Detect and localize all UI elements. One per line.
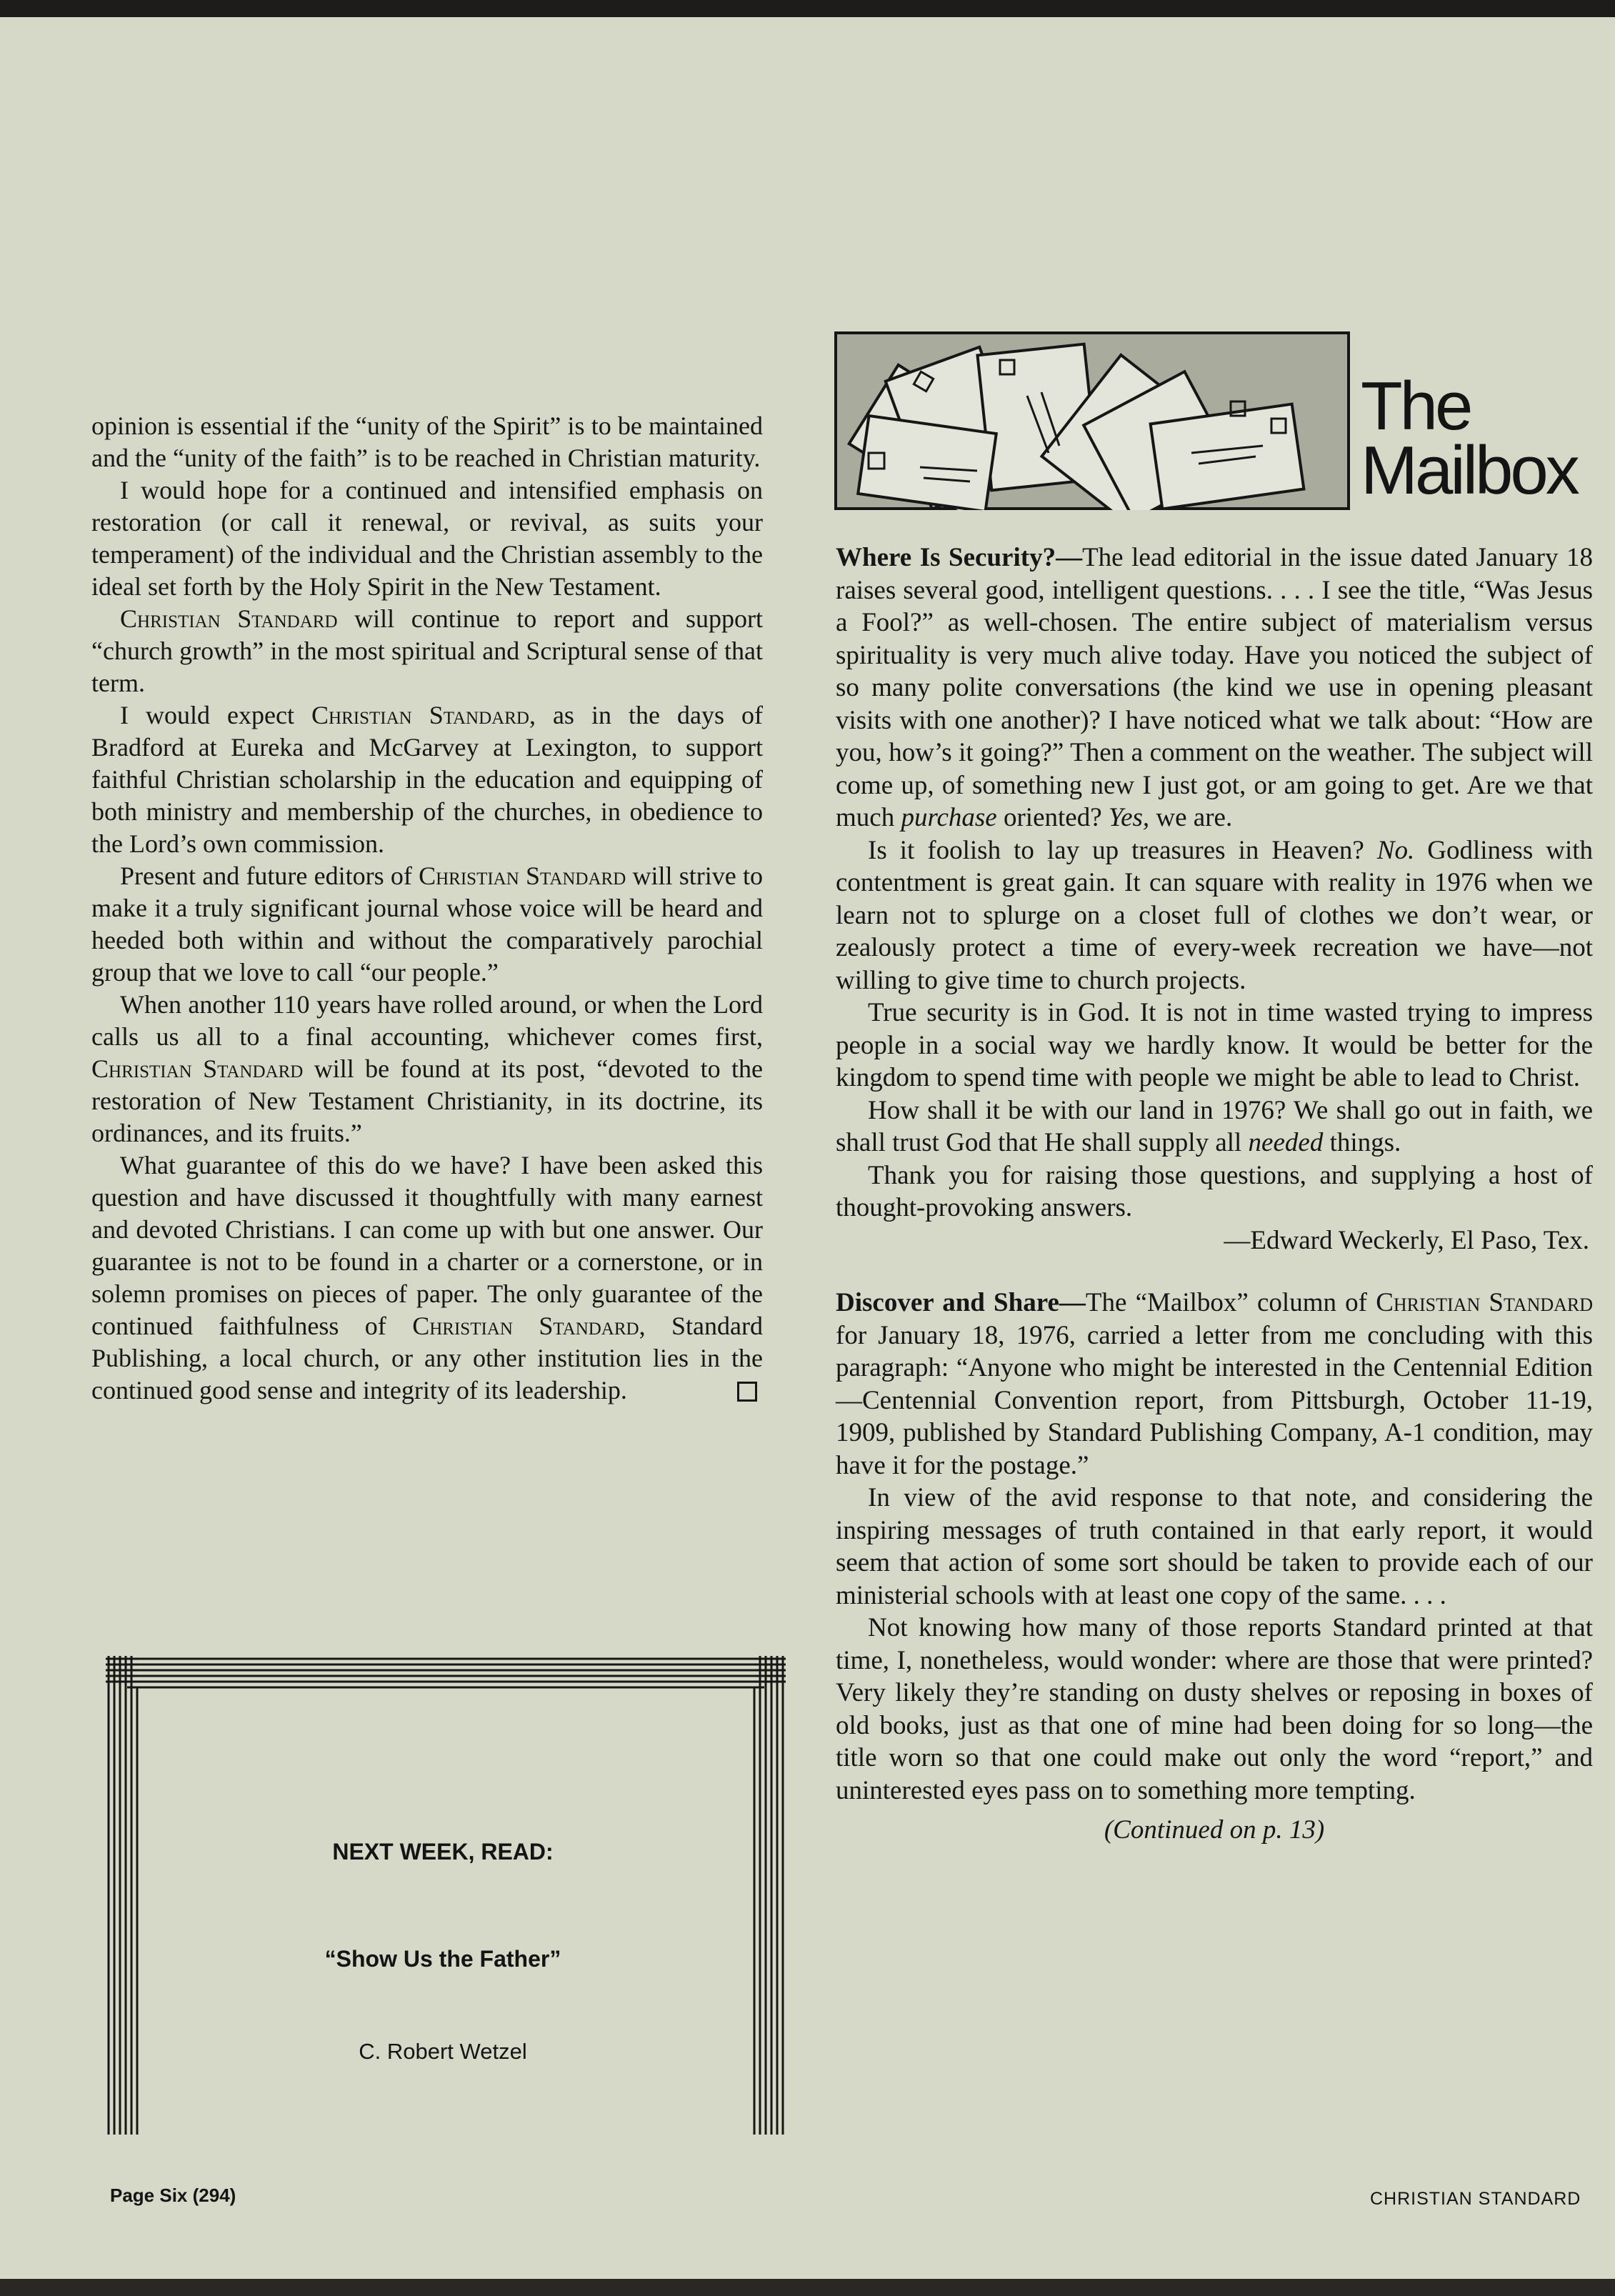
next-week-heading: NEXT WEEK, READ: <box>332 1839 554 1865</box>
letter-paragraph: In view of the avid response to that note, and considering the inspiring messages of truth contained in that early report, it would seem that action of some sort should be taken to provide each of our ministerial schools with at least one copy of the same. . . . <box>836 1483 1593 1610</box>
page-bottom-edge <box>0 2279 1615 2296</box>
next-week-title: “Show Us the Father” <box>324 1946 561 1972</box>
publication-name: CHRISTIAN STANDARD <box>1370 2189 1581 2209</box>
letter-paragraph: Is it foolish to lay up treasures in Heaven? No. Godliness with contentment is great gain. It can square with reality in 1976 when we learn not to splurge on a closet full of clothes we don’t wear, or zealously protect a time of every-week recreation we have—not willing to give time to church projects. <box>836 835 1594 995</box>
article-paragraph: I would hope for a continued and intensified emphasis on restoration (or call it renewal, or revival, as suits your temperament) of the individual and the Christian assembly to the ideal set forth by the Holy Spirit in the New Testament. <box>91 476 763 601</box>
letter-heading: Where Is Security?— <box>836 543 1083 572</box>
article-paragraph: When another 110 years have rolled around, or when the Lord calls us all to a final accounting, whichever comes first, Christian Standard will be found at its post, “devoted to the restoration of New Testament Christianity, in its doctrine, its ordinances, and its fruits.” <box>91 990 763 1147</box>
letter-paragraph: Not knowing how many of those reports Standard printed at that time, I, nonetheless, would wonder: where are those that were printed? Very likely they’re standing on dusty shelves or reposing in boxes of old books, just as that one of mine had been doing for so long—the title worn so that one could make out only the word “report,” and uninterested eyes pass on to something more tempting. <box>836 1613 1593 1805</box>
magazine-name: Christian Standard <box>91 1054 304 1083</box>
mailbox-column <box>836 541 1593 1847</box>
letter-signature: —Edward Weckerly, El Paso, Tex. <box>1224 1225 1589 1255</box>
left-column-article <box>91 410 763 1407</box>
next-week-author: C. Robert Wetzel <box>359 2039 527 2064</box>
letter-paragraph: How shall it be with our land in 1976? We shall go out in faith, we shall trust God that He shall supply all needed things. <box>836 1095 1593 1157</box>
envelopes-illustration <box>834 331 1350 510</box>
letter-paragraph: Where Is Security?—The lead editorial in the issue dated January 18 raises several good, intelligent questions. . . . I see the title, “Was Jesus a Fool?” as well-chosen. The entire subject of materialism versus spirituality is very much alive today. Have you noticed the subject of so many polite conversations (the kind we use in opening pleasant visits with one another)? I have noticed what we talk about: “How are you, how’s it going?” Then a comment on the weather. The subject will come up, of something new I just got, or am going to get. Are we that much purchase oriented? Yes, we are. <box>836 543 1593 832</box>
letter-paragraph: Thank you for raising those questions, and supplying a host of thought-provoking answers. <box>836 1160 1593 1222</box>
letter-paragraph: Discover and Share—The “Mailbox” column of Christian Standard for January 18, 1976, carried a letter from me concluding with this paragraph: “Anyone who might be interested in the Centennial Edition—Centennial Convention report, from Pittsburgh, October 11-19, 1909, published by Standard Publishing Company, A-1 condition, may have it for the postage.” <box>836 1288 1594 1480</box>
magazine-name: Christian Standard <box>311 701 529 729</box>
article-paragraph: I would expect Christian Standard, as in the days of Bradford at Eureka and McGarvey at Lexington, to support faithful Christian scholarship in the education and equipping of both ministry and membership of the churches, in obedience to the Lord’s own commission. <box>91 701 763 858</box>
magazine-name: Christian Standard <box>120 604 338 633</box>
letter-paragraph: True security is in God. It is not in time wasted trying to impress people in a social way we hardly know. It would be better for the kingdom to spend time with people we might be able to lead to Christ. <box>836 998 1593 1092</box>
page-number: Page Six (294) <box>110 2185 236 2206</box>
article-paragraph: Christian Standard will continue to report and support “church growth” in the most spiritual and Scriptural sense of that term. <box>91 604 764 697</box>
article-paragraph: Present and future editors of Christian Standard will strive to make it a truly significant journal whose voice will be heard and heeded both within and without the comparatively parochial group that we love to call “our people.” <box>91 862 763 987</box>
magazine-name: Christian Standard <box>419 862 626 890</box>
continued-note: (Continued on p. 13) <box>1104 1815 1325 1845</box>
article-paragraph: What guarantee of this do we have? I have been asked this question and have discussed it thoughtfully with many earnest and devoted Christians. I can come up with but one answer. Our guarantee is not to be found in a charter or a cornerstone, or in solemn promises on pieces of paper. The only guarantee of the continued faithfulness of Christian Standard, Standard Publishing, a local church, or any other institution lies in the continued good sense and integrity of its leadership. <box>91 1151 763 1404</box>
page-top-edge <box>0 0 1615 17</box>
article-paragraph: opinion is essential if the “unity of the Spirit” is to be maintained and the “unity of the faith” is to be reached in Christian maturity. <box>91 411 763 472</box>
mailbox-title: The Mailbox <box>1361 368 1577 509</box>
letter-heading: Discover and Share— <box>836 1288 1086 1317</box>
end-mark-icon <box>737 1382 757 1402</box>
magazine-name: Christian Standard <box>412 1312 639 1340</box>
